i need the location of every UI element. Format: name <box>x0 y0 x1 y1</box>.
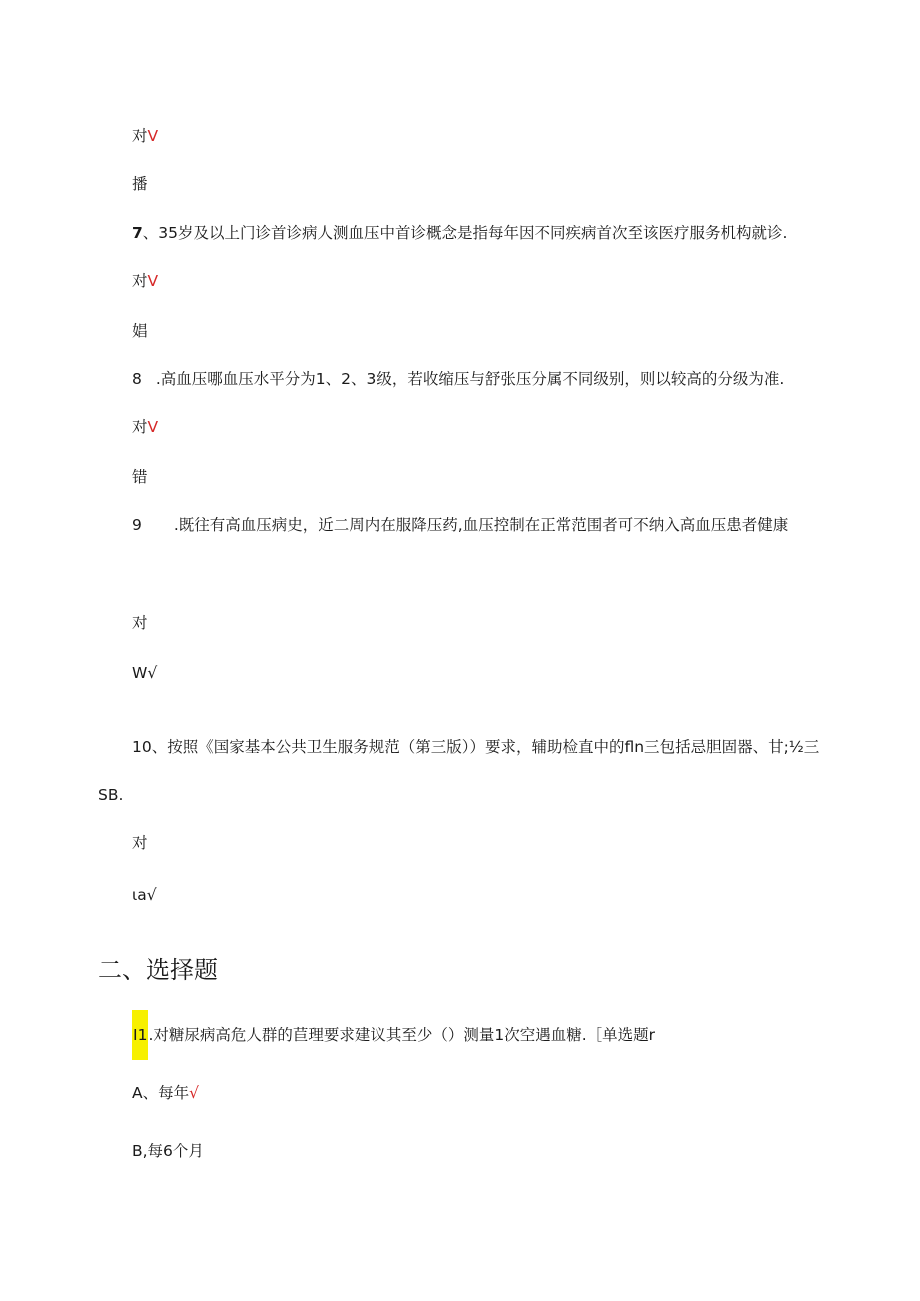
answer-true <box>132 125 158 147</box>
question-text: 10、按照《国家基本公共卫生服务规范（第三版））要求，辅助检直中的fln三包括忌胆固器、甘;½三 <box>132 738 820 756</box>
choice-question-1 <box>132 1024 655 1046</box>
option-label: A、每年 <box>132 1084 190 1102</box>
question-text: 、35岁及以上门诊首诊病人测血压中首诊概念是指每年因不同疾病首次至该医疗服务机构就诊. <box>142 224 788 242</box>
question-10-continuation <box>98 784 123 806</box>
check-mark: V <box>147 127 159 145</box>
answer-label: 对 <box>132 272 148 290</box>
option-b <box>132 1140 204 1162</box>
answer-true <box>132 416 158 438</box>
answer-true <box>132 832 148 854</box>
answer-label: W√ <box>132 664 158 682</box>
answer-false <box>132 662 157 684</box>
answer-label: 对 <box>132 614 148 632</box>
answer-label: 娼 <box>132 322 148 340</box>
answer-false <box>132 466 148 488</box>
question-number: 9 <box>132 516 142 534</box>
answer-label: 错 <box>132 468 148 486</box>
section-heading: 二、选择题 <box>98 956 218 984</box>
question-text: SB. <box>98 786 124 804</box>
answer-label: 对 <box>132 418 148 436</box>
option-label: B,每6个月 <box>132 1142 204 1160</box>
question-10 <box>132 736 819 758</box>
question-text: .既往有高血压病史，近二周内在服降压药,血压控制在正常范围者可不纳入高血压患者健康 <box>173 516 789 534</box>
question-number: 8 <box>132 370 142 388</box>
question-8 <box>132 368 784 390</box>
answer-true <box>132 612 148 634</box>
question-text: .高血压哪血压水平分为1、2、3级，若收缩压与舒张压分属不同级别，则以较高的分级为准. <box>155 370 785 388</box>
question-number: 7 <box>132 224 143 242</box>
check-mark: √ <box>189 1084 199 1102</box>
answer-label: ιa√ <box>132 886 157 904</box>
answer-label: 对 <box>132 127 148 145</box>
answer-true <box>132 270 158 292</box>
check-mark: V <box>147 418 159 436</box>
answer-false <box>132 320 148 342</box>
question-7 <box>132 222 787 244</box>
question-9 <box>132 514 788 536</box>
check-mark: V <box>147 272 159 290</box>
answer-false <box>132 173 148 195</box>
highlighted-number: I1 <box>132 1010 148 1060</box>
answer-label: 对 <box>132 834 148 852</box>
answer-label: 播 <box>132 175 148 193</box>
answer-false <box>132 884 157 906</box>
question-text: .对糖尿病高危人群的苣理要求建议其至少（）测量1次空遇血糖.［单选题r <box>148 1026 656 1044</box>
option-a <box>132 1082 199 1104</box>
